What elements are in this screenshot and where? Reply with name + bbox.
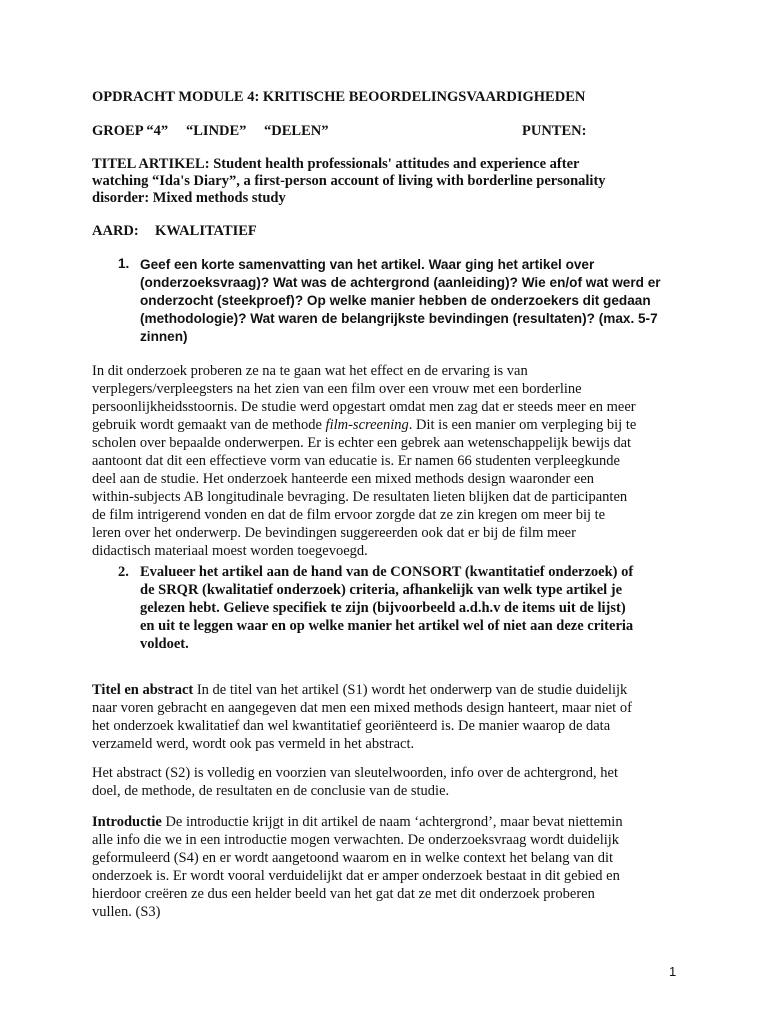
aard-label: AARD: bbox=[92, 223, 139, 239]
answer-1-line: verplegers/verpleegsters na het zien van een film over een vrouw met een borderline bbox=[92, 381, 582, 397]
answer-1-line: didactisch materiaal moest worden toegevoegd. bbox=[92, 543, 368, 559]
answer-1-line: scholen over bepaalde onderwerpen. Er is echter een gebrek aan wetenschappelijk bewijs dat bbox=[92, 435, 632, 451]
question-2-line: Evalueer het artikel aan de hand van de CONSORT (kwantitatief onderzoek) of bbox=[140, 564, 634, 580]
introduction-line: geformuleerd (S4) en er wordt aangetoond waarom en in welke context het belang van dit bbox=[92, 850, 614, 866]
question-2-line: gelezen hebt. Gelieve specifiek te zijn (bijvoorbeeld a.d.h.v de items uit de lijst) bbox=[140, 600, 626, 616]
answer-1-line: persoonlijkheidsstoornis. De studie werd opgestart omdat men zag dat er steeds meer en meer bbox=[92, 399, 636, 415]
question-1-line: Geef een korte samenvatting van het artikel. Waar ging het artikel over bbox=[140, 257, 595, 272]
answer-1-paragraph bbox=[92, 362, 682, 560]
title-abstract-first-line bbox=[92, 681, 682, 699]
title-abstract-line: verzameld werd, wordt ook pas vermeld in het abstract. bbox=[92, 736, 415, 752]
title-abstract-first-text: In de titel van het artikel (S1) wordt het onderwerp van de studie duidelijk bbox=[193, 682, 628, 698]
group-name: “LINDE” bbox=[186, 123, 247, 139]
answer-1-term-suffix: . Dit is een manier om verpleging bij te bbox=[408, 417, 637, 433]
question-1-number: 1. bbox=[118, 256, 130, 271]
answer-1-line-with-term bbox=[92, 416, 682, 434]
title-abstract-line: het onderzoek kwalitatief dan wel kwantitatief georiënteerd is. De manier waarop de data bbox=[92, 718, 611, 734]
assignment-title: OPDRACHT MODULE 4: KRITISCHE BEOORDELINGSVAARDIGHEDEN bbox=[92, 89, 586, 105]
points-label: PUNTEN: bbox=[522, 123, 587, 139]
answer-1-line: aantoont dat dit een effectieve vorm van educatie is. Er namen 66 studenten verpleegkunde bbox=[92, 453, 620, 469]
abstract-line: doel, de methode, de resultaten en de conclusie van de studie. bbox=[92, 783, 450, 799]
answer-1-line: In dit onderzoek proberen ze na te gaan wat het effect en de ervaring is van bbox=[92, 363, 528, 379]
answer-1-line: deel aan de studie. Het onderzoek hanteerde een mixed methods design waaronder een bbox=[92, 471, 595, 487]
question-2-number: 2. bbox=[118, 564, 129, 580]
introduction-heading: Introductie bbox=[92, 814, 162, 830]
page-number: 1 bbox=[669, 964, 677, 979]
question-2-line: de SRQR (kwalitatief onderzoek) criteria, afhankelijk van welk type artikel je bbox=[140, 582, 623, 598]
introduction-line: alle info die we in een introductie mogen verwachten. De onderzoeksvraag wordt duidelijk bbox=[92, 832, 620, 848]
introduction-first-line bbox=[92, 813, 682, 831]
abstract-paragraph bbox=[92, 764, 682, 800]
answer-1-line: leren over het onderwerp. De bevindingen suggereerden ook dat er bij de film meer bbox=[92, 525, 576, 541]
introduction-line: vullen. (S3) bbox=[92, 904, 161, 920]
article-title-line-2: watching “Ida's Diary”, a first-person account of living with borderline personality bbox=[92, 173, 606, 189]
answer-1-line: within-subjects AB longitudinale bevraging. De resultaten lieten blijken dat de participanten bbox=[92, 489, 628, 505]
introduction-paragraph bbox=[92, 813, 682, 921]
article-title-line-1 bbox=[92, 155, 579, 173]
question-1-line: (methodologie)? Wat waren de belangrijkste bevindingen (resultaten)? (max. 5-7 bbox=[140, 311, 658, 326]
introduction-line: onderzoek is. Er wordt vooral verduidelijkt dat er amper onderzoek bestaat in dit gebied en bbox=[92, 868, 620, 884]
introduction-line: hierdoor creëren ze dus een helder beeld van het gat dat ze met dit onderzoek proberen bbox=[92, 886, 595, 902]
question-2-line: voldoet. bbox=[140, 636, 189, 652]
article-title-label: TITEL ARTIKEL: bbox=[92, 156, 210, 172]
answer-1-term-prefix: gebruik wordt gemaakt van de methode bbox=[92, 417, 326, 433]
aard-value: KWALITATIEF bbox=[155, 223, 257, 239]
question-1-text bbox=[140, 256, 661, 346]
film-screening-term: film-screening bbox=[325, 417, 409, 433]
group-label: GROEP “4” bbox=[92, 123, 169, 139]
question-1-line: (onderzoeksvraag)? Wat was de achtergrond (aanleiding)? Wie en/of wat werd er bbox=[140, 275, 661, 290]
title-abstract-heading: Titel en abstract bbox=[92, 682, 194, 698]
abstract-line: Het abstract (S2) is volledig en voorzien van sleutelwoorden, info over de achtergrond, het bbox=[92, 765, 619, 781]
question-1-line: onderzocht (steekproef)? Op welke manier hebben de onderzoekers dit gedaan bbox=[140, 293, 651, 308]
group-task: “DELEN” bbox=[264, 123, 329, 139]
answer-1-line: de film intrigerend vonden en dat de film ervoor zorgde dat ze zin kregen om meer bij te bbox=[92, 507, 606, 523]
article-title-text-1: Student health professionals' attitudes and experience after bbox=[213, 156, 580, 172]
introduction-first-text: De introductie krijgt in dit artikel de naam ‘achtergrond’, maar bevat niettemin bbox=[161, 814, 623, 830]
title-abstract-line: naar voren gebracht en aangegeven dat men een mixed methods design hanteert, maar niet of bbox=[92, 700, 632, 716]
title-abstract-paragraph bbox=[92, 681, 682, 753]
question-2-text bbox=[140, 563, 633, 653]
question-2-line: en uit te leggen waar en op welke manier het artikel wel of niet aan deze criteria bbox=[140, 618, 634, 634]
article-title-line-3: disorder: Mixed methods study bbox=[92, 190, 286, 206]
question-1-line: zinnen) bbox=[140, 329, 188, 344]
